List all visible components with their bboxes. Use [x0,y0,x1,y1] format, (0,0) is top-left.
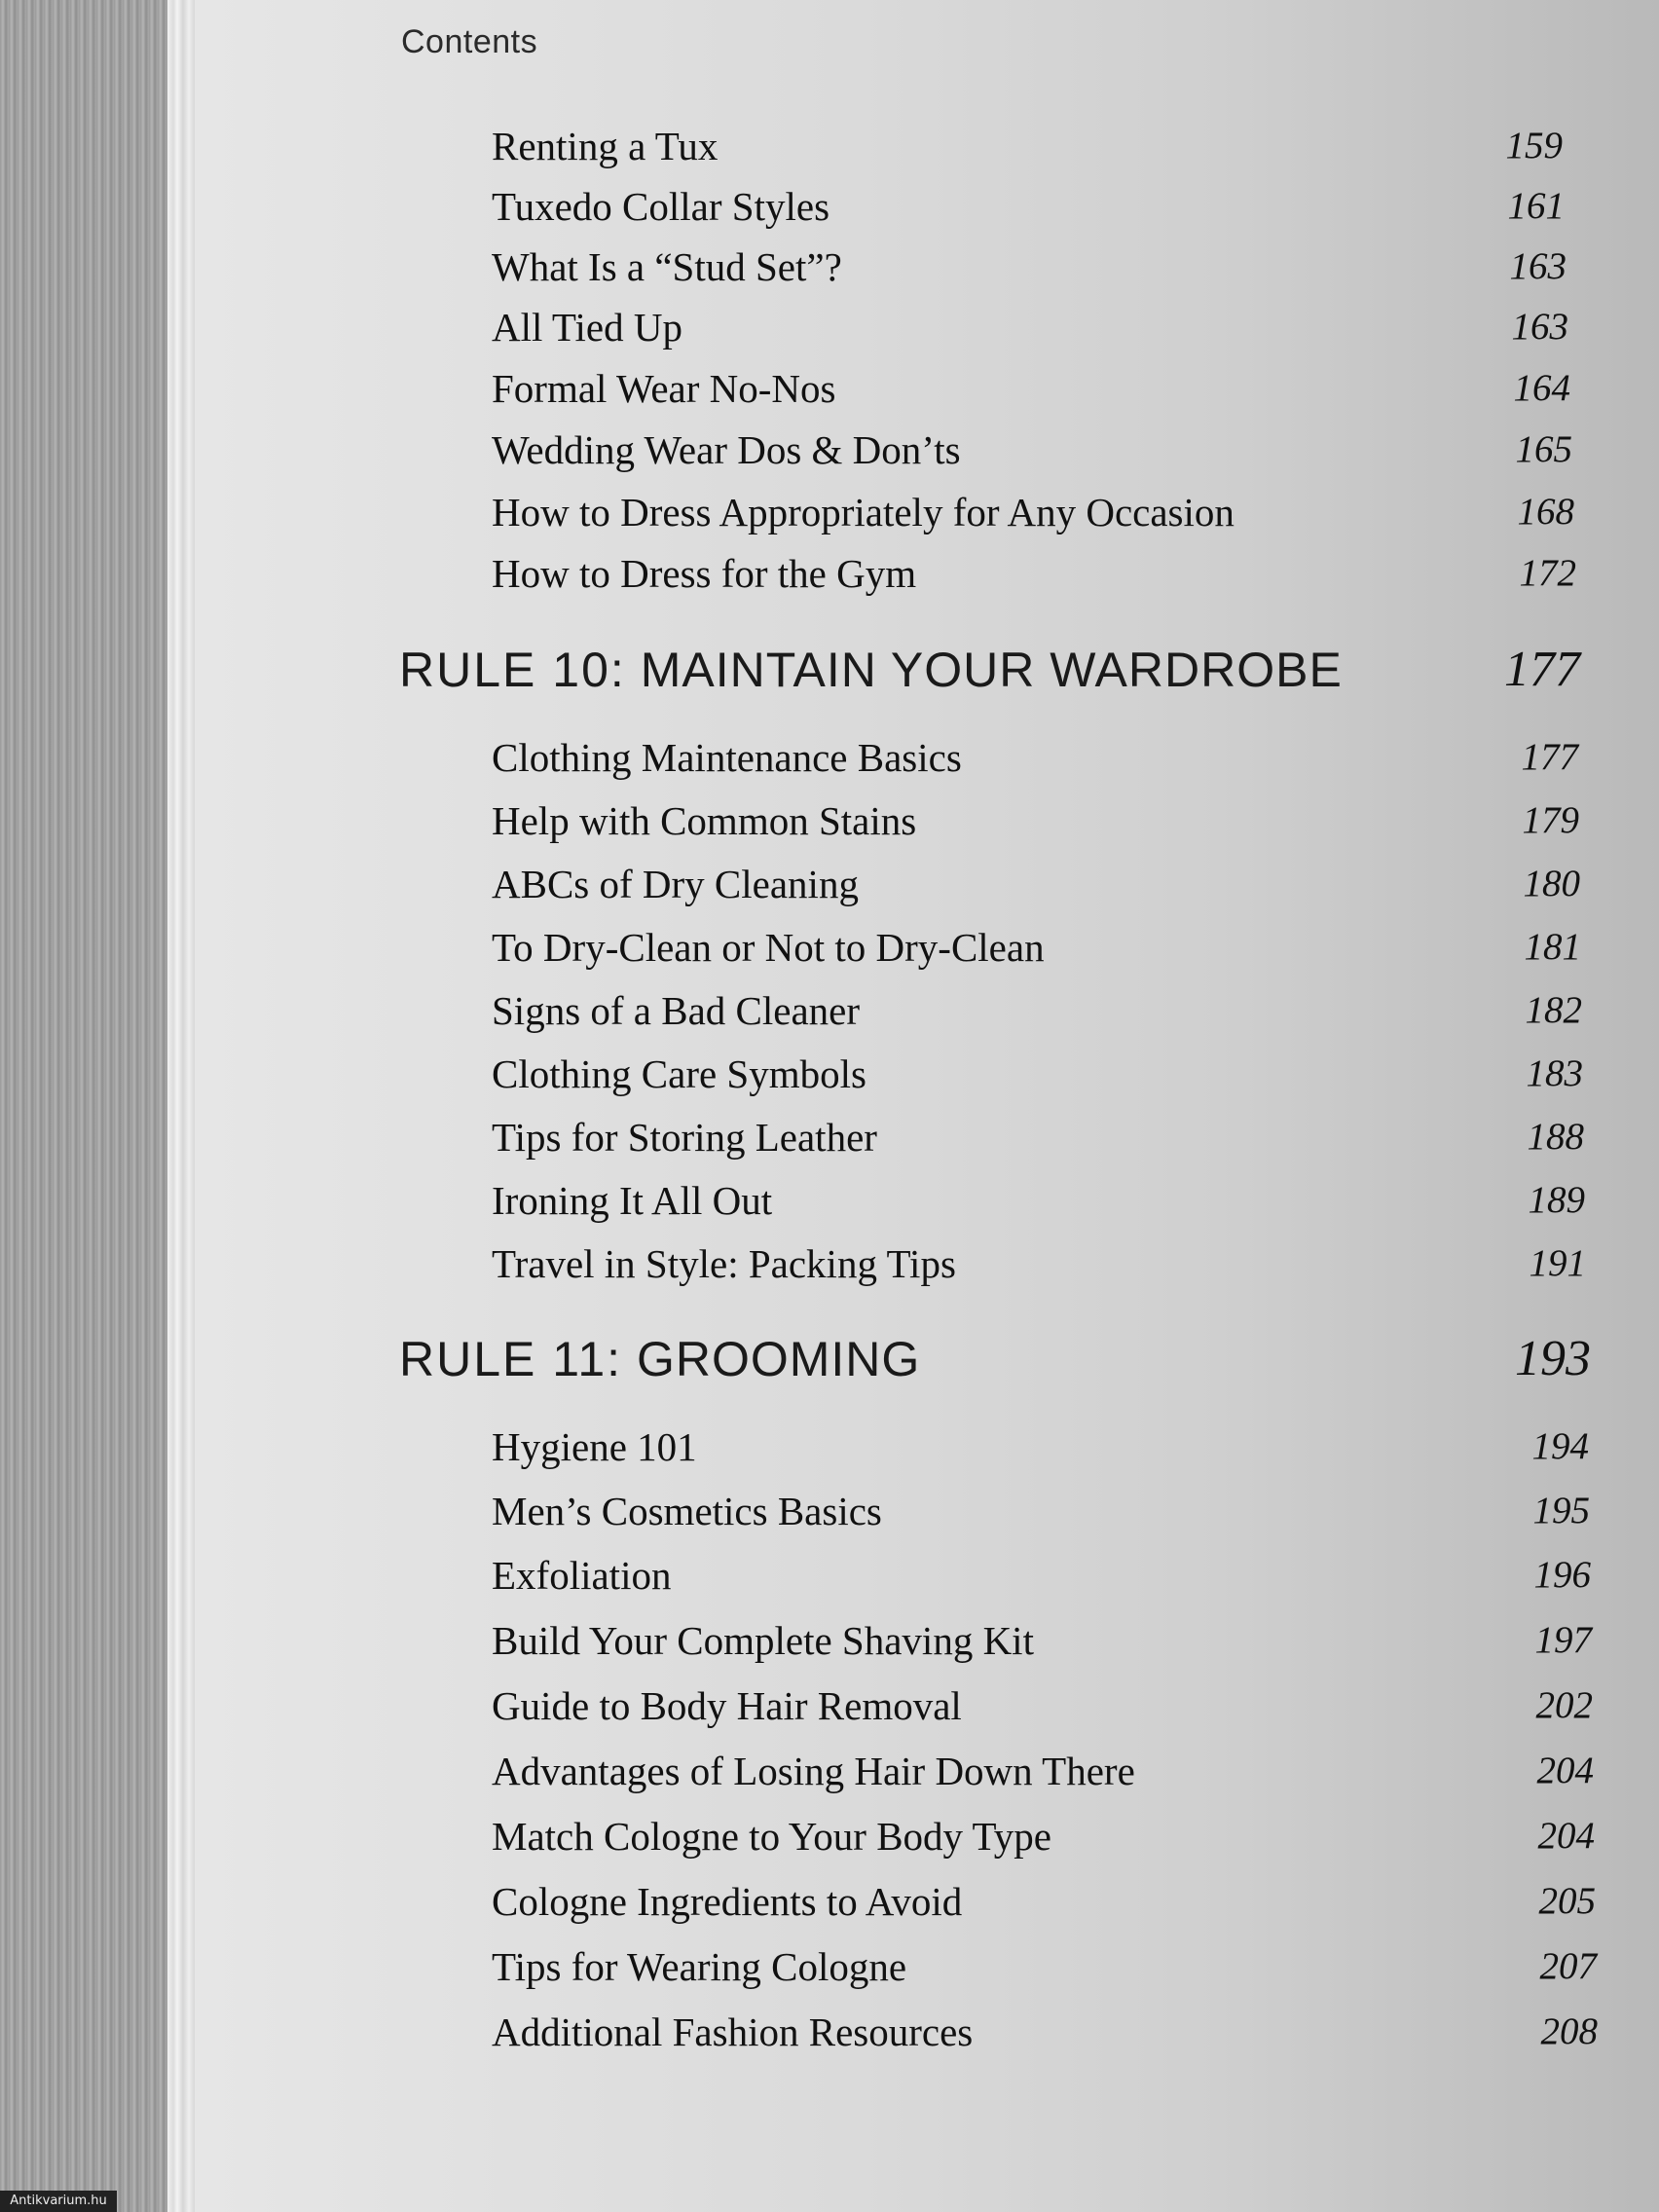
toc-entry-title: To Dry-Clean or Not to Dry-Clean [492,925,1045,970]
toc-entry [195,1872,1659,1931]
toc-entry [195,1611,1659,1670]
toc-entry [195,1937,1659,1996]
toc-entry-title: Clothing Maintenance Basics [492,735,962,780]
toc-entry-page: 179 [1522,799,1579,841]
toc-entry-title: ABCs of Dry Cleaning [492,862,859,906]
table-of-contents [195,0,1659,2212]
toc-entry-title: All Tied Up [492,305,682,350]
chapter-prefix: RULE 11: [399,1332,623,1386]
chapter-name: GROOMING [636,1332,921,1386]
toc-entry [195,1546,1659,1604]
toc-entry-title: Formal Wear No-Nos [492,366,836,411]
toc-entry [195,1742,1659,1800]
toc-entry-page: 208 [1540,2010,1598,2052]
toc-entry-title: Wedding Wear Dos & Don’ts [492,427,961,472]
toc-entry-title: Tips for Storing Leather [492,1115,877,1160]
toc-entry-page: 164 [1513,367,1570,409]
toc-entry [195,177,1659,236]
toc-entry [195,1807,1659,1865]
toc-entry-title: Tuxedo Collar Styles [492,184,830,229]
toc-entry-page: 188 [1527,1116,1584,1158]
toc-entry-page: 191 [1529,1242,1586,1284]
toc-entry-page: 205 [1538,1880,1596,1922]
toc-entry-title: Clothing Care Symbols [492,1051,866,1096]
watermark: Antikvarium.hu [0,2191,117,2212]
toc-entry-title: What Is a “Stud Set”? [492,244,842,289]
toc-entry-page: 172 [1519,552,1576,594]
toc-entry [195,855,1659,913]
toc-entry-page: 159 [1505,125,1563,166]
toc-entry [195,421,1659,479]
chapter-title [399,1330,920,1388]
toc-entry-page: 177 [1521,736,1578,778]
toc-entry-page: 196 [1533,1554,1591,1596]
toc-entry [195,792,1659,850]
toc-entry-title: Help with Common Stains [492,798,917,843]
page-edges [167,0,197,2212]
toc-entry-page: 197 [1534,1619,1592,1661]
toc-entry-page: 180 [1523,863,1580,904]
toc-entry-title: Guide to Body Hair Removal [492,1683,962,1728]
toc-entry-page: 204 [1537,1815,1595,1857]
toc-entry [195,238,1659,296]
toc-entry [195,918,1659,977]
toc-entry [195,298,1659,356]
toc-entry-page: 195 [1532,1490,1590,1531]
toc-entry-page: 202 [1535,1684,1593,1726]
toc-entry [195,1677,1659,1735]
toc-entry-page: 168 [1517,491,1574,533]
toc-entry [195,1235,1659,1293]
book-page [195,0,1659,2212]
toc-entry [195,981,1659,1040]
toc-entry-page: 204 [1536,1750,1594,1791]
toc-entry-title: Renting a Tux [492,124,719,168]
toc-entry-page: 163 [1511,306,1568,348]
toc-entry [195,1108,1659,1166]
toc-entry-page: 161 [1507,185,1565,227]
toc-entry [195,117,1659,175]
toc-entry-title: Travel in Style: Packing Tips [492,1241,956,1286]
toc-entry-title: Hygiene 101 [492,1424,697,1469]
toc-entry-page: 182 [1525,989,1582,1031]
background-surface [0,0,175,2212]
toc-entry [195,1418,1659,1476]
toc-entry-title: Build Your Complete Shaving Kit [492,1618,1034,1663]
toc-entry [195,544,1659,603]
toc-entry-title: Men’s Cosmetics Basics [492,1489,882,1533]
toc-entry [195,1045,1659,1103]
toc-entry [195,483,1659,541]
toc-entry-title: How to Dress for the Gym [492,551,917,596]
toc-entry-title: Advantages of Losing Hair Down There [492,1749,1135,1793]
chapter-title [399,641,1343,699]
toc-entry-title: Exfoliation [492,1553,672,1598]
toc-entry [195,1171,1659,1230]
chapter-name: MAINTAIN YOUR WARDROBE [640,643,1343,697]
toc-entry [195,359,1659,418]
chapter-page: 177 [1504,642,1580,697]
toc-entry-title: Tips for Wearing Cologne [492,1944,907,1989]
toc-entry-page: 181 [1524,926,1581,968]
toc-entry-page: 189 [1528,1179,1585,1221]
chapter-prefix: RULE 10: [399,643,626,697]
toc-entry-page: 194 [1531,1425,1589,1467]
toc-entry-page: 165 [1515,428,1572,470]
chapter-heading [195,1330,1659,1388]
toc-entry-page: 163 [1509,245,1567,287]
toc-entry [195,2003,1659,2061]
toc-entry-title: Cologne Ingredients to Avoid [492,1879,963,1924]
toc-entry-title: Additional Fashion Resources [492,2009,974,2054]
toc-entry-page: 207 [1539,1945,1597,1987]
toc-entry-title: Signs of a Bad Cleaner [492,988,861,1033]
toc-entry-page: 183 [1526,1052,1583,1094]
toc-entry-title: How to Dress Appropriately for Any Occasion [492,490,1235,535]
toc-entry-title: Ironing It All Out [492,1178,773,1223]
chapter-heading [195,641,1659,699]
chapter-page: 193 [1515,1331,1591,1386]
toc-entry [195,1482,1659,1540]
toc-entry [195,728,1659,787]
toc-entry-title: Match Cologne to Your Body Type [492,1814,1051,1859]
running-head: Contents [401,23,538,60]
